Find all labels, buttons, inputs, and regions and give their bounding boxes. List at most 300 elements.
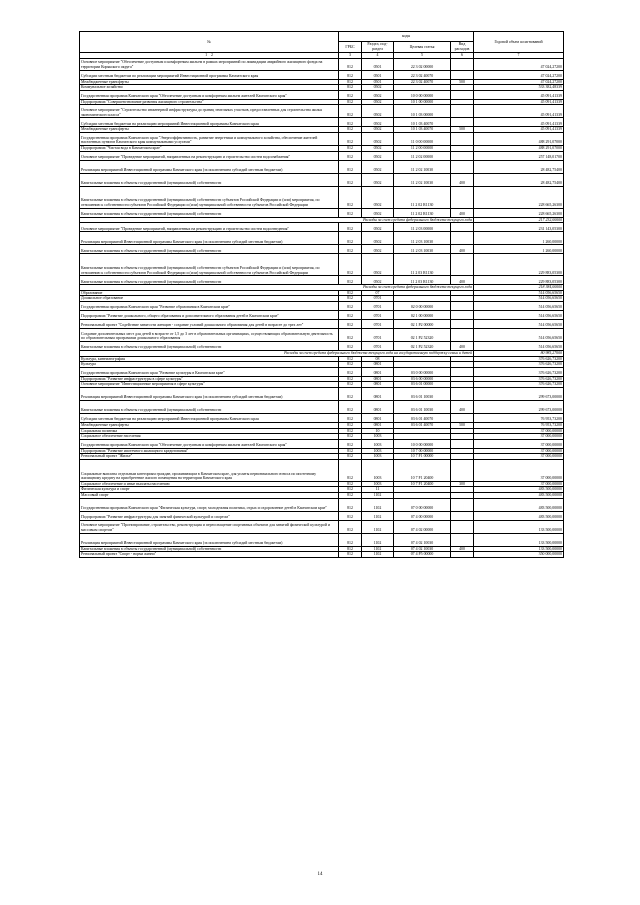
row-target-article: 07 4 02 10030 bbox=[394, 533, 451, 546]
row-sum: 376 626,73200 bbox=[474, 367, 564, 376]
row-name: Субсидии местным бюджетам на реализацию мероприятий Инвестиционной программы Камчатского края bbox=[80, 413, 339, 422]
row-grbs: 812 bbox=[339, 145, 362, 151]
table-row bbox=[80, 173, 564, 186]
row-expense-type bbox=[451, 459, 474, 481]
row-grbs: 812 bbox=[339, 356, 362, 362]
row-name: Региональный проект "Спорт - норма жизни" bbox=[80, 552, 339, 558]
row-grbs: 812 bbox=[339, 301, 362, 310]
row-sum: 533 382,48339 bbox=[474, 85, 564, 91]
row-grbs: 812 bbox=[339, 70, 362, 79]
row-expense-type: 400 bbox=[451, 546, 474, 552]
row-name: Капитальные вложения в объекты государственной (муниципальной) собственности субъектов Российской Федерации и (или) мероприятия, по отношению к собственности субъектов Российской Федерации и (или) муниципальной собственности субъектов Российской Федерации bbox=[80, 186, 339, 208]
row-target-article: 07 4 02 00000 bbox=[394, 520, 451, 533]
row-expense-type: 400 bbox=[451, 208, 474, 217]
row-target-article: 10 7 00 00000 bbox=[394, 448, 451, 454]
row-expense-type bbox=[451, 413, 474, 422]
row-target-article: 11 2 00 00000 bbox=[394, 145, 451, 151]
row-grbs: 812 bbox=[339, 173, 362, 186]
table-row bbox=[80, 132, 564, 145]
row-name: Коммунальное хозяйство bbox=[80, 85, 339, 91]
row-sum: 45 091,41339 bbox=[474, 118, 564, 127]
row-name: Межбюджетные трансферты bbox=[80, 422, 339, 428]
note-sum: 217 232,00000 bbox=[474, 217, 564, 223]
row-name: Подпрограмма "Развитие инфраструктуры в сфере культуры" bbox=[80, 376, 339, 382]
row-grbs: 812 bbox=[339, 127, 362, 133]
row-target-article: 22 3 02 40070 bbox=[394, 70, 451, 79]
row-name: Капитальные вложения в объекты государственной (муниципальной) собственности bbox=[80, 341, 339, 350]
row-expense-type bbox=[451, 105, 474, 118]
row-razdel: 1102 bbox=[362, 498, 394, 511]
row-razdel: 0502 bbox=[362, 254, 394, 276]
row-name: Социальное обеспечение и иные выплаты населению bbox=[80, 481, 339, 487]
row-name: Массовый спорт bbox=[80, 493, 339, 499]
table-row bbox=[80, 439, 564, 448]
row-name: Дошкольное образование bbox=[80, 296, 339, 302]
row-sum: 133 500,00000 bbox=[474, 533, 564, 546]
header-annual-sum: Годовой объем ассигнований bbox=[474, 32, 564, 53]
row-target-article: 11 2 02 R1130 bbox=[394, 208, 451, 217]
row-razdel: 0801 bbox=[362, 400, 394, 413]
table-row bbox=[80, 511, 564, 520]
row-target-article: 11 0 00 00000 bbox=[394, 132, 451, 145]
row-target-article: 22 3 02 40070 bbox=[394, 79, 451, 85]
row-razdel: 0801 bbox=[362, 413, 394, 422]
row-sum: 37 000,00000 bbox=[474, 428, 564, 434]
row-razdel: 0502 bbox=[362, 208, 394, 217]
table-row bbox=[80, 118, 564, 127]
row-grbs: 812 bbox=[339, 382, 362, 388]
row-grbs: 812 bbox=[339, 245, 362, 254]
row-sum: 376 626,73200 bbox=[474, 356, 564, 362]
row-target-article: 03 6 01 40070 bbox=[394, 422, 451, 428]
row-expense-type bbox=[451, 387, 474, 400]
row-sum: 45 091,41339 bbox=[474, 90, 564, 99]
row-grbs: 812 bbox=[339, 422, 362, 428]
row-sum: 514 056,65650 bbox=[474, 310, 564, 319]
row-grbs: 812 bbox=[339, 290, 362, 296]
row-sum: 37 000,00000 bbox=[474, 448, 564, 454]
row-razdel: 0801 bbox=[362, 367, 394, 376]
row-grbs: 812 bbox=[339, 376, 362, 382]
row-target-article: 02 1 P2 00000 bbox=[394, 319, 451, 328]
row-razdel: 0502 bbox=[362, 223, 394, 232]
row-grbs: 812 bbox=[339, 58, 362, 70]
row-sum: 47 024,27200 bbox=[474, 70, 564, 79]
row-grbs: 812 bbox=[339, 79, 362, 85]
row-target-article: 07 4 P5 00000 bbox=[394, 552, 451, 558]
row-expense-type bbox=[451, 511, 474, 520]
row-sum: 299 673,00000 bbox=[474, 387, 564, 400]
row-razdel: 0501 bbox=[362, 79, 394, 85]
row-target-article: 03 6 01 10030 bbox=[394, 387, 451, 400]
row-target-article: 07 4 02 10030 bbox=[394, 546, 451, 552]
table-body bbox=[80, 58, 564, 557]
row-sum: 1 260,00000 bbox=[474, 245, 564, 254]
table-row bbox=[80, 413, 564, 422]
row-expense-type bbox=[451, 552, 474, 558]
table-row bbox=[80, 232, 564, 245]
row-razdel: 0701 bbox=[362, 328, 394, 341]
row-expense-type bbox=[451, 367, 474, 376]
row-sum: 514 056,65650 bbox=[474, 290, 564, 296]
row-name: Государственная программа Камчатского края "Развитие культуры в Камчатском крае" bbox=[80, 367, 339, 376]
row-name: Создание дополнительных мест для детей в возрасте от 1,5 до 3 лет в образовательных организациях, осуществляющих образовательную деятельность по образовательным программам дошкольного образования bbox=[80, 328, 339, 341]
row-sum: 37 000,00000 bbox=[474, 434, 564, 440]
row-sum: 376 626,73200 bbox=[474, 382, 564, 388]
row-grbs: 812 bbox=[339, 454, 362, 460]
row-expense-type: 400 bbox=[451, 245, 474, 254]
budget-table bbox=[79, 31, 564, 558]
row-target-article: 11 2 03 R1130 bbox=[394, 254, 451, 276]
table-row bbox=[80, 160, 564, 173]
row-name: Основное мероприятие "Проведение мероприятий, направленных на реконструкцию и строительство систем водоснабжения" bbox=[80, 151, 339, 160]
row-grbs: 812 bbox=[339, 105, 362, 118]
row-name: Подпрограмма "Развитие инфраструктуры для занятий физической культурой и спортом" bbox=[80, 511, 339, 520]
row-expense-type bbox=[451, 254, 474, 276]
row-sum: 28 482,75400 bbox=[474, 160, 564, 173]
row-razdel: 1003 bbox=[362, 454, 394, 460]
row-name: Подпрограмма "Чистая вода в Камчатском крае" bbox=[80, 145, 339, 151]
row-target-article: 10 7 F1 20400 bbox=[394, 459, 451, 481]
row-razdel: 0801 bbox=[362, 376, 394, 382]
row-razdel: 0502 bbox=[362, 160, 394, 173]
row-grbs: 812 bbox=[339, 362, 362, 368]
row-name: Региональный проект "Содействие занятости женщин - создание условий дошкольного образования для детей в возрасте до трех лет" bbox=[80, 319, 339, 328]
row-name: Межбюджетные трансферты bbox=[80, 127, 339, 133]
header-grbs: ГРБС bbox=[339, 42, 362, 53]
row-name: Физическая культура и спорт bbox=[80, 487, 339, 493]
row-razdel: 1102 bbox=[362, 546, 394, 552]
row-expense-type: 300 bbox=[451, 481, 474, 487]
row-target-article: 10 7 F1 00000 bbox=[394, 454, 451, 460]
row-expense-type: 500 bbox=[451, 79, 474, 85]
row-sum: 76 953,73200 bbox=[474, 413, 564, 422]
note-text: Расходы за счет средств федерального бюджета текущего года на государственную поддержку семьи и детей bbox=[80, 350, 474, 356]
row-expense-type bbox=[451, 118, 474, 127]
table-row bbox=[80, 58, 564, 70]
row-target-article: 03 6 01 40070 bbox=[394, 413, 451, 422]
row-razdel: 0801 bbox=[362, 362, 394, 368]
row-sum: 37 000,00000 bbox=[474, 454, 564, 460]
row-target-article: 11 2 03 R1130 bbox=[394, 276, 451, 285]
row-name: Основное мероприятие "Строительство инженерной инфраструктуры до границ земельных участков, предоставленных для строительства жилья экономического класса" bbox=[80, 105, 339, 118]
row-sum: 488 291,07000 bbox=[474, 145, 564, 151]
row-razdel: 0701 bbox=[362, 301, 394, 310]
row-sum: 1 260,00000 bbox=[474, 232, 564, 245]
row-sum: 37 000,00000 bbox=[474, 439, 564, 448]
row-razdel: 0502 bbox=[362, 99, 394, 105]
row-name: Реализация мероприятий Инвестиционной программы Камчатского края (за исключением субсидий местным бюджетам) bbox=[80, 232, 339, 245]
row-grbs: 812 bbox=[339, 223, 362, 232]
row-sum: 483 500,00000 bbox=[474, 493, 564, 499]
row-expense-type bbox=[451, 310, 474, 319]
row-razdel: 1003 bbox=[362, 434, 394, 440]
row-target-article: 10 1 00 00000 bbox=[394, 99, 451, 105]
row-grbs: 812 bbox=[339, 434, 362, 440]
row-sum: 376 626,73200 bbox=[474, 362, 564, 368]
row-grbs: 812 bbox=[339, 459, 362, 481]
row-sum: 376 626,73200 bbox=[474, 376, 564, 382]
row-razdel: 1003 bbox=[362, 459, 394, 481]
row-grbs: 812 bbox=[339, 232, 362, 245]
row-name: Подпрограмма "Совершенствование развития жилищного строительства" bbox=[80, 99, 339, 105]
row-razdel: 0501 bbox=[362, 58, 394, 70]
row-name: Государственная программа Камчатского края "Развитие образования в Камчатском крае" bbox=[80, 301, 339, 310]
row-sum: 514 056,65650 bbox=[474, 328, 564, 341]
row-target-article: 22 3 02 00000 bbox=[394, 58, 451, 70]
header-index-7: 7 bbox=[474, 53, 564, 59]
row-name: Культура, кинематография bbox=[80, 356, 339, 362]
row-razdel: 0502 bbox=[362, 276, 394, 285]
table-row bbox=[80, 105, 564, 118]
row-grbs: 812 bbox=[339, 428, 362, 434]
row-sum: 229 883,05300 bbox=[474, 276, 564, 285]
header-razdel: Раздел, под-раздел bbox=[362, 42, 394, 53]
row-razdel: 11 bbox=[362, 487, 394, 493]
row-grbs: 812 bbox=[339, 132, 362, 145]
row-sum: 514 056,65650 bbox=[474, 319, 564, 328]
row-razdel: 1102 bbox=[362, 511, 394, 520]
budget-table-sheet bbox=[79, 31, 563, 558]
row-sum: 76 953,73200 bbox=[474, 422, 564, 428]
row-sum: 483 500,00000 bbox=[474, 487, 564, 493]
row-sum: 483 500,00000 bbox=[474, 511, 564, 520]
row-razdel: 1102 bbox=[362, 552, 394, 558]
row-razdel: 0801 bbox=[362, 382, 394, 388]
row-razdel: 1003 bbox=[362, 439, 394, 448]
row-name: Образование bbox=[80, 290, 339, 296]
row-sum: 514 056,65650 bbox=[474, 301, 564, 310]
table-row bbox=[80, 151, 564, 160]
row-razdel: 0502 bbox=[362, 90, 394, 99]
row-razdel: 0502 bbox=[362, 173, 394, 186]
row-razdel: 0701 bbox=[362, 341, 394, 350]
row-grbs: 812 bbox=[339, 498, 362, 511]
row-expense-type bbox=[451, 186, 474, 208]
row-sum: 45 091,41339 bbox=[474, 99, 564, 105]
row-target-article: 03 6 00 00000 bbox=[394, 376, 451, 382]
row-sum: 514 056,65650 bbox=[474, 341, 564, 350]
row-sum: 37 000,00000 bbox=[474, 481, 564, 487]
header-codes: коды bbox=[339, 32, 474, 42]
row-grbs: 812 bbox=[339, 151, 362, 160]
header-expense-type: Вид расходов bbox=[451, 42, 474, 53]
row-grbs: 812 bbox=[339, 520, 362, 533]
row-razdel: 0502 bbox=[362, 127, 394, 133]
row-sum: 350 000,00000 bbox=[474, 552, 564, 558]
row-expense-type: 400 bbox=[451, 276, 474, 285]
table-row bbox=[80, 520, 564, 533]
row-razdel: 1102 bbox=[362, 493, 394, 499]
row-sum: 133 500,00000 bbox=[474, 520, 564, 533]
row-name: Региональный проект "Жилье" bbox=[80, 454, 339, 460]
row-sum: 228 665,26300 bbox=[474, 208, 564, 217]
row-razdel: 0502 bbox=[362, 232, 394, 245]
row-expense-type bbox=[451, 328, 474, 341]
row-grbs: 812 bbox=[339, 448, 362, 454]
row-razdel: 0502 bbox=[362, 245, 394, 254]
row-target-article: 03 6 01 00000 bbox=[394, 382, 451, 388]
table-row bbox=[80, 498, 564, 511]
row-target-article: 02 0 00 00000 bbox=[394, 301, 451, 310]
table-row bbox=[80, 90, 564, 99]
row-name: Капитальные вложения в объекты государственной (муниципальной) собственности bbox=[80, 208, 339, 217]
table-row bbox=[80, 208, 564, 217]
row-sum: 228 665,26300 bbox=[474, 186, 564, 208]
row-grbs: 812 bbox=[339, 254, 362, 276]
row-grbs: 812 bbox=[339, 276, 362, 285]
header-index-5: 5 bbox=[394, 53, 451, 59]
row-name: Капитальные вложения в объекты государственной (муниципальной) собственности bbox=[80, 546, 339, 552]
row-target-article: 11 2 03 10030 bbox=[394, 232, 451, 245]
row-grbs: 812 bbox=[339, 413, 362, 422]
row-expense-type bbox=[451, 301, 474, 310]
row-target-article: 11 2 02 10030 bbox=[394, 173, 451, 186]
row-name: Государственная программа Камчатского края "Обеспечение доступным и комфортным жильем жителей Камчатского края" bbox=[80, 90, 339, 99]
header-index-1: 1 2 bbox=[80, 53, 339, 59]
row-razdel: 0502 bbox=[362, 105, 394, 118]
row-target-article: 10 7 F1 20400 bbox=[394, 481, 451, 487]
row-name: Капитальные вложения в объекты государственной (муниципальной) собственности субъектов Российской Федерации и (или) мероприятия, по отношению к собственности субъектов Российской Федерации и (или) муниципальной собственности субъектов Российской Федерации bbox=[80, 254, 339, 276]
row-expense-type bbox=[451, 160, 474, 173]
row-razdel: 0502 bbox=[362, 118, 394, 127]
row-grbs: 812 bbox=[339, 341, 362, 350]
page-number: 14 bbox=[317, 872, 323, 877]
row-expense-type bbox=[451, 533, 474, 546]
row-target-article: 11 2 03 10030 bbox=[394, 245, 451, 254]
row-razdel: 1003 bbox=[362, 481, 394, 487]
row-name: Основное мероприятие "Обеспечение доступным и комфортным жильем в рамках мероприятий по ликвидации аварийного жилищного фонда на территории Корякского округа" bbox=[80, 58, 339, 70]
row-grbs: 812 bbox=[339, 533, 362, 546]
row-razdel: 0701 bbox=[362, 319, 394, 328]
table-row bbox=[80, 186, 564, 208]
row-razdel: 0801 bbox=[362, 422, 394, 428]
row-expense-type: 400 bbox=[451, 400, 474, 413]
row-sum: 28 482,75400 bbox=[474, 173, 564, 186]
note-sum: 80 985,27000 bbox=[474, 350, 564, 356]
row-name: Реализация мероприятий Инвестиционной программы Камчатского края (за исключением субсидий местным бюджетам) bbox=[80, 160, 339, 173]
row-grbs: 812 bbox=[339, 296, 362, 302]
row-target-article: 02 1 P2 52320 bbox=[394, 341, 451, 350]
row-grbs: 812 bbox=[339, 186, 362, 208]
header-index-6: 6 bbox=[451, 53, 474, 59]
row-razdel: 0502 bbox=[362, 85, 394, 91]
table-row bbox=[80, 552, 564, 558]
row-name: Государственная программа Камчатского края "Обеспечение доступным и комфортным жильем жителей Камчатского края" bbox=[80, 439, 339, 448]
row-grbs: 812 bbox=[339, 85, 362, 91]
row-target-article: 11 2 03 00000 bbox=[394, 223, 451, 232]
row-target-article: 11 2 02 00000 bbox=[394, 151, 451, 160]
row-sum: 47 024,27200 bbox=[474, 79, 564, 85]
row-razdel: 1102 bbox=[362, 533, 394, 546]
row-razdel: 0501 bbox=[362, 70, 394, 79]
row-razdel: 1102 bbox=[362, 520, 394, 533]
row-name: Государственная программа Камчатского края "Физическая культура, спорт, молодежная политика, отдых и оздоровление детей в Камчатском крае" bbox=[80, 498, 339, 511]
row-sum: 257 148,01700 bbox=[474, 151, 564, 160]
row-expense-type bbox=[451, 58, 474, 70]
row-sum: 45 091,41339 bbox=[474, 127, 564, 133]
row-name: Социальное обеспечение населения bbox=[80, 434, 339, 440]
row-target-article: 07 4 00 00000 bbox=[394, 511, 451, 520]
row-name: Подпрограмма "Развитие дошкольного, общего образования и дополнительного образования детей в Камчатском крае" bbox=[80, 310, 339, 319]
row-razdel: 10 bbox=[362, 428, 394, 434]
row-grbs: 812 bbox=[339, 511, 362, 520]
row-name: Культура bbox=[80, 362, 339, 368]
row-razdel: 0502 bbox=[362, 186, 394, 208]
row-razdel: 08 bbox=[362, 356, 394, 362]
row-name: Социальная политика bbox=[80, 428, 339, 434]
row-sum: 483 500,00000 bbox=[474, 498, 564, 511]
table-row bbox=[80, 254, 564, 276]
row-expense-type bbox=[451, 520, 474, 533]
note-text: Расходы за счет средств федерального бюджета текущего года bbox=[80, 285, 474, 291]
row-expense-type bbox=[451, 498, 474, 511]
row-grbs: 812 bbox=[339, 90, 362, 99]
row-name: Социальные выплаты отдельным категориям граждан, проживающим в Камчатском крае, для уплаты первоначального взноса по ипотечному жилищному кредиту на приобретение жилого помещения на территории Камчатского края bbox=[80, 459, 339, 481]
row-name: Субсидии местным бюджетам на реализацию мероприятий Инвестиционной программы Камчатского края bbox=[80, 118, 339, 127]
table-row bbox=[80, 319, 564, 328]
table-row bbox=[80, 245, 564, 254]
row-grbs: 812 bbox=[339, 493, 362, 499]
row-grbs: 812 bbox=[339, 160, 362, 173]
row-grbs: 812 bbox=[339, 400, 362, 413]
row-expense-type bbox=[451, 232, 474, 245]
header-number: № bbox=[80, 32, 339, 53]
row-target-article: 10 1 03 00000 bbox=[394, 105, 451, 118]
row-grbs: 812 bbox=[339, 552, 362, 558]
row-grbs: 812 bbox=[339, 487, 362, 493]
table-row bbox=[80, 310, 564, 319]
row-grbs: 812 bbox=[339, 387, 362, 400]
header-index-3: 3 bbox=[339, 53, 362, 59]
row-expense-type bbox=[451, 151, 474, 160]
row-name: Подпрограмма "Развитие ипотечного жилищного кредитования" bbox=[80, 448, 339, 454]
row-grbs: 812 bbox=[339, 208, 362, 217]
table-row bbox=[80, 387, 564, 400]
row-target-article: 10 1 03 40070 bbox=[394, 127, 451, 133]
row-target-article: 11 2 02 R1130 bbox=[394, 186, 451, 208]
row-expense-type bbox=[451, 90, 474, 99]
row-grbs: 812 bbox=[339, 328, 362, 341]
row-expense-type bbox=[451, 319, 474, 328]
table-row bbox=[80, 459, 564, 481]
row-expense-type bbox=[451, 132, 474, 145]
row-expense-type: 400 bbox=[451, 341, 474, 350]
row-razdel: 0801 bbox=[362, 387, 394, 400]
row-grbs: 812 bbox=[339, 118, 362, 127]
row-name: Основное мероприятие "Проектирование, строительство, реконструкция и переоснащение спортивных объектов для занятий физической культурой и массовым спортом" bbox=[80, 520, 339, 533]
row-sum: 488 291,07000 bbox=[474, 132, 564, 145]
row-sum: 47 024,27200 bbox=[474, 58, 564, 70]
table-row bbox=[80, 301, 564, 310]
row-grbs: 812 bbox=[339, 319, 362, 328]
row-grbs: 812 bbox=[339, 546, 362, 552]
table-row bbox=[80, 367, 564, 376]
row-target-article: 07 0 00 00000 bbox=[394, 498, 451, 511]
row-target-article: 11 2 02 10030 bbox=[394, 160, 451, 173]
row-name: Капитальные вложения в объекты государственной (муниципальной) собственности bbox=[80, 245, 339, 254]
row-target-article: 10 0 00 00000 bbox=[394, 439, 451, 448]
row-razdel: 0502 bbox=[362, 145, 394, 151]
row-name: Капитальные вложения в объекты государственной (муниципальной) собственности bbox=[80, 400, 339, 413]
table-row bbox=[80, 328, 564, 341]
table-row bbox=[80, 533, 564, 546]
row-sum: 514 056,65650 bbox=[474, 296, 564, 302]
row-expense-type bbox=[451, 70, 474, 79]
row-name: Государственная программа Камчатского края "Энергоэффективность, развитие энергетики и коммунального хозяйства, обеспечение жителей населенных пунктов Камчатского края коммунальными услугами" bbox=[80, 132, 339, 145]
row-sum: 133 500,00000 bbox=[474, 546, 564, 552]
row-razdel: 0701 bbox=[362, 296, 394, 302]
